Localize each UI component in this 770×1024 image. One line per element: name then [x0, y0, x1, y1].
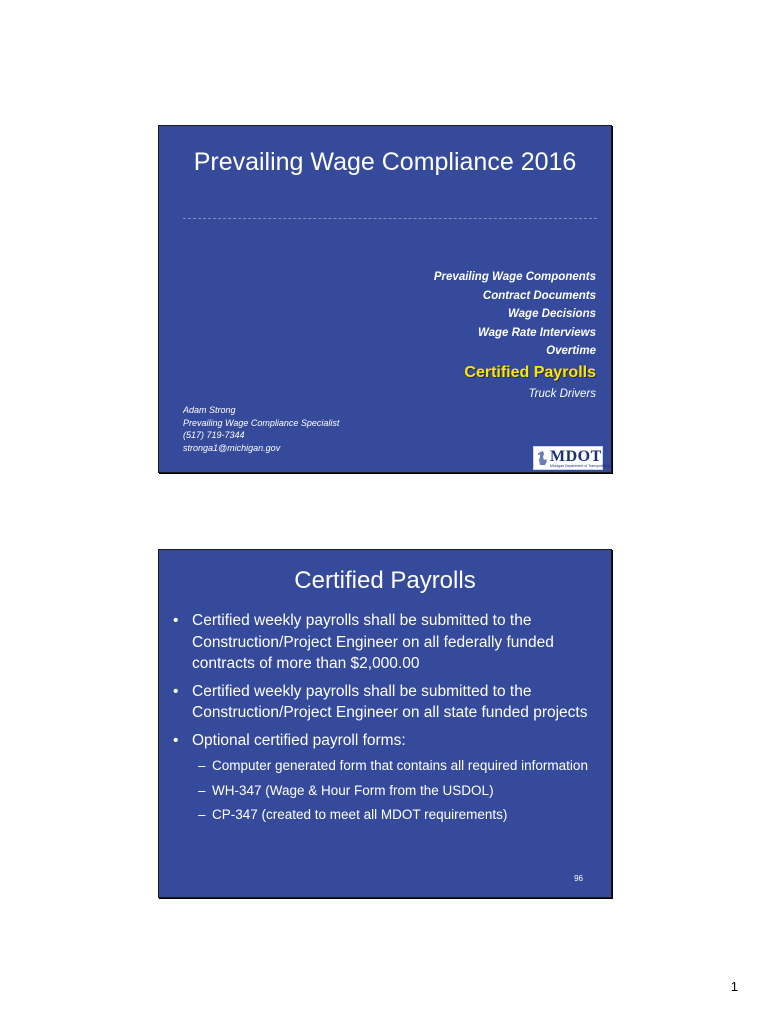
dash-marker: –	[198, 758, 206, 773]
presenter-email: stronga1@michigan.gov	[183, 442, 281, 453]
mdot-logo	[533, 446, 611, 470]
topic-item: Wage Decisions	[508, 308, 596, 320]
sub-item-text: WH-347 (Wage & Hour Form from the USDOL)	[212, 782, 494, 798]
topic-item: Overtime	[546, 345, 596, 357]
page-number: 1	[730, 979, 738, 994]
topic-item: Wage Rate Interviews	[477, 326, 596, 339]
topic-item-truck-drivers: Truck Drivers	[528, 388, 596, 400]
michigan-map-icon	[537, 450, 549, 466]
slide-2-body	[173, 610, 597, 831]
logo-text: MDOT	[550, 448, 602, 465]
slide-number: 96	[574, 874, 583, 883]
sub-item-text: Computer generated form that contains all required information	[212, 758, 588, 773]
bullet-text: Certified weekly payrolls shall be submitted to the Construction/Project Engineer on all state funded projects	[192, 682, 588, 721]
bullet-item	[173, 730, 597, 752]
presenter-phone: (517) 719-7344	[183, 430, 245, 440]
topic-item: Contract Documents	[482, 289, 596, 302]
bullet-item	[173, 610, 597, 675]
bullet-item	[173, 681, 597, 724]
bullet-text: Optional certified payroll forms:	[192, 731, 406, 749]
topic-list	[434, 268, 596, 361]
presenter-name: Adam Strong	[183, 405, 236, 415]
dash-marker: –	[198, 782, 206, 798]
slide-1	[158, 125, 612, 473]
dash-marker: –	[198, 807, 206, 822]
slide-2-title: Certified Payrolls	[294, 567, 476, 594]
title-divider	[183, 218, 597, 219]
sub-item	[173, 757, 597, 776]
logo-subtext: Michigan Department of Transportation	[550, 464, 611, 468]
slide-1-title: Prevailing Wage Compliance 2016	[193, 148, 577, 176]
highlighted-topic: Certified Payrolls	[464, 364, 596, 381]
bullet-marker: •	[173, 731, 179, 749]
bullet-marker: •	[173, 682, 179, 700]
presenter-contact	[183, 404, 339, 454]
bullet-marker: •	[173, 612, 179, 629]
sub-item-text: CP-347 (created to meet all MDOT requirements)	[212, 807, 508, 822]
sub-item	[173, 782, 597, 801]
slide-2	[158, 549, 612, 898]
topic-item: Prevailing Wage Components	[433, 271, 596, 283]
bullet-text: Certified weekly payrolls shall be submitted to the Construction/Project Engineer on all federally funded contracts of more than $2,000.00	[192, 612, 554, 672]
presenter-role: Prevailing Wage Compliance Specialist	[183, 417, 340, 428]
sub-item	[173, 806, 597, 825]
